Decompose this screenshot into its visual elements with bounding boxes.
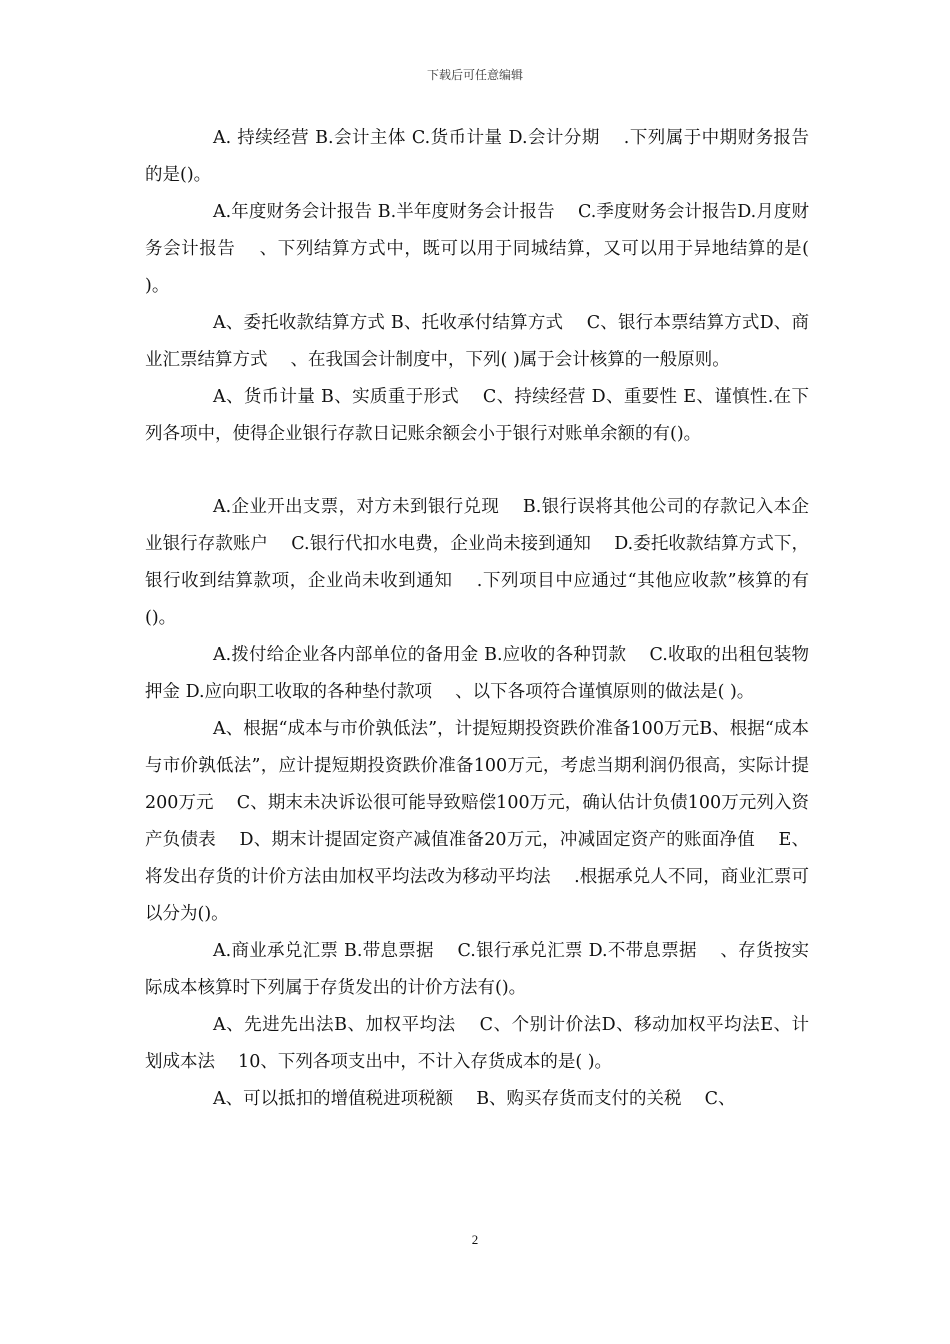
paragraph-6: A.拨付给企业各内部单位的备用金 B.应收的各种罚款 C.收取的出租包装物押金 D.应向职工收取的各种垫付款项 、以下各项符合谨慎原则的做法是( )。 <box>145 645 809 702</box>
paragraph-1: A. 持续经营 B.会计主体 C.货币计量 D.会计分期 .下列属于中期财务报告的是()。 <box>145 128 809 185</box>
paragraph-3: A、委托收款结算方式 B、托收承付结算方式 C、银行本票结算方式D、商业汇票结算方式 、在我国会计制度中，下列( )属于会计核算的一般原则。 <box>145 313 809 370</box>
paragraph-2: A.年度财务会计报告 B.半年度财务会计报告 C.季度财务会计报告D.月度财务会计报告 、下列结算方式中，既可以用于同城结算，又可以用于异地结算的是( )。 <box>145 202 809 296</box>
paragraph-8: A.商业承兑汇票 B.带息票据 C.银行承兑汇票 D.不带息票据 、存货按实际成本核算时下列属于存货发出的计价方法有()。 <box>145 941 809 998</box>
paragraph-10: A、可以抵扣的增值税进项税额 B、购买存货而支付的关税 C、 <box>213 1089 736 1109</box>
paragraph-4: A、货币计量 B、实质重于形式 C、持续经营 D、重要性 E、谨慎性.在下列各项中，使得企业银行存款日记账余额会小于银行对账单余额的有()。 <box>145 387 809 444</box>
page-header-note: 下载后可任意编辑 <box>426 68 523 82</box>
paragraph-spacer <box>145 453 809 489</box>
page-number: 2 <box>471 1232 479 1247</box>
paragraph-9: A、先进先出法B、加权平均法 C、个别计价法D、移动加权平均法E、计划成本法 10、下列各项支出中，不计入存货成本的是( )。 <box>145 1015 809 1072</box>
document-body <box>145 120 809 1118</box>
paragraph-5: A.企业开出支票，对方未到银行兑现 B.银行误将其他公司的存款记入本企业银行存款账户 C.银行代扣水电费，企业尚未接到通知 D.委托收款结算方式下，银行收到结算款项，企业尚未收到通知 .下列项目中应通过“其他应收款”核算的有()。 <box>145 497 809 628</box>
paragraph-7: A、根据“成本与市价孰低法”，计提短期投资跌价准备100万元B、根据“成本与市价孰低法”，应计提短期投资跌价准备100万元，考虑当期利润仍很高，实际计提200万元 C、期末未决诉讼很可能导致赔偿100万元，确认估计负债100万元列入资产负债表 D、期末计提固定资产减值准备20万元，冲减固定资产的账面净值 E、将发出存货的计价方法由加权平均法改为移动平均法 .根据承兑人不同，商业汇票可以分为()。 <box>145 719 809 924</box>
